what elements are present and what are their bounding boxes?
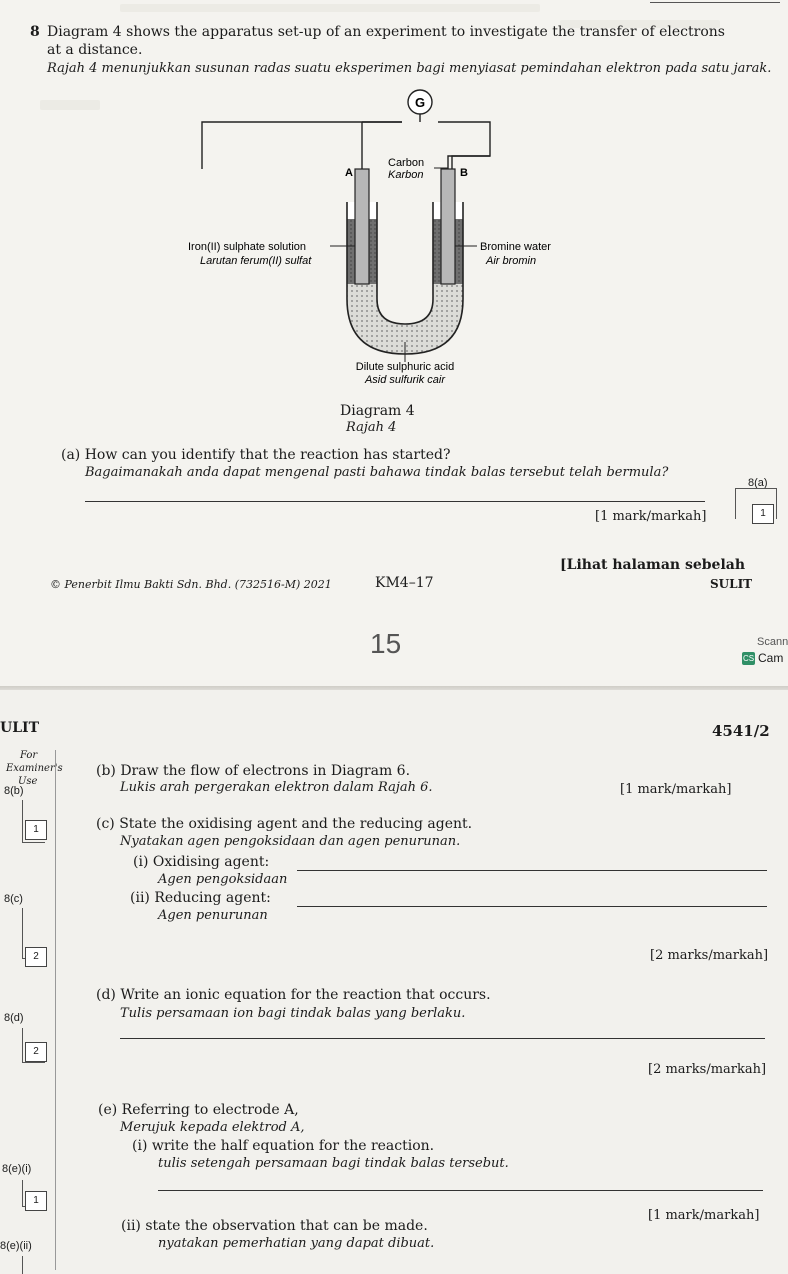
examiner-label-2: Examiner's: [6, 763, 63, 774]
iron-sulphate-label-ms: Larutan ferum(II) sulfat: [200, 255, 312, 267]
answer-line-e-i[interactable]: [158, 1190, 763, 1191]
intro-malay: Rajah 4 menunjukkan susunan radas suatu eksperimen bagi menyiasat pemindahan elektron pada satu jarak.: [47, 61, 772, 76]
mark-a: [1 mark/markah]: [595, 509, 707, 524]
mark-c: [2 marks/markah]: [650, 948, 769, 963]
question-c-ii-english: (ii) Reducing agent:: [130, 890, 271, 906]
question-b-english: (b) Draw the flow of electrons in Diagram 6.: [96, 763, 411, 779]
question-e-i-label: 8(e)(i): [2, 1163, 32, 1175]
mark-box-c: 2: [25, 947, 47, 967]
next-page-note: [Lihat halaman sebelah: [560, 557, 746, 573]
header-paper-code: 4541/2: [712, 722, 770, 740]
apparatus-diagram: [150, 84, 610, 424]
question-b-malay: Lukis arah pergerakan elektron dalam Rajah 6.: [120, 780, 433, 795]
question-e-ii-english: (ii) state the observation that can be made.: [121, 1218, 428, 1234]
carbon-label-en: Carbon: [388, 157, 425, 169]
u-tube-inner: [377, 202, 433, 324]
header-sulit: ULIT: [0, 720, 40, 736]
carbon-label-ms: Karbon: [388, 169, 424, 181]
question-b-label: 8(b): [4, 785, 24, 797]
question-e-ii-label: 8(e)(ii): [0, 1240, 32, 1252]
mark-box-e-i: 1: [25, 1191, 47, 1211]
question-c-ii-malay: Agen penurunan: [158, 908, 268, 923]
question-e-ii-malay: nyatakan pemerhatian yang dapat dibuat.: [158, 1236, 435, 1251]
question-e-english: (e) Referring to electrode A,: [98, 1102, 299, 1118]
diagram-caption-ms: Rajah 4: [346, 420, 397, 435]
mark-box-b: 1: [25, 820, 47, 840]
wire-right: [438, 122, 490, 169]
bromine-label-en: Bromine water: [480, 241, 551, 253]
question-c-i-malay: Agen pengoksidaan: [158, 872, 288, 887]
question-e-i-english: (i) write the half equation for the reaction.: [132, 1138, 435, 1154]
scanner-watermark: Scann: [757, 636, 788, 648]
acid-label-ms: Asid sulfurik cair: [364, 374, 446, 386]
top-rule: [650, 2, 780, 3]
mark-d: [2 marks/markah]: [648, 1062, 767, 1077]
intro-english-line-2: at a distance.: [47, 42, 143, 58]
copyright: © Penerbit Ilmu Bakti Sdn. Bhd. (732516-M) 2021: [50, 578, 332, 591]
question-d-malay: Tulis persamaan ion bagi tindak balas yang berlaku.: [120, 1006, 466, 1021]
mark-box-d: 2: [25, 1042, 47, 1062]
question-c-english: (c) State the oxidising agent and the reducing agent.: [96, 816, 473, 832]
examiner-label-1: For: [20, 750, 38, 761]
iron-sulphate-label-en: Iron(II) sulphate solution: [188, 241, 307, 253]
mark-b: [1 mark/markah]: [620, 782, 732, 797]
electrode-b-label: B: [460, 167, 468, 179]
page-number: 15: [370, 628, 402, 659]
question-e-malay: Merujuk kepada elektrod A,: [120, 1120, 305, 1135]
mark-e-i: [1 mark/markah]: [648, 1208, 760, 1223]
answer-line-d[interactable]: [120, 1038, 765, 1039]
question-c-label: 8(c): [4, 893, 23, 905]
electrode-a-label: A: [345, 167, 353, 179]
sulit-label: SULIT: [710, 577, 753, 591]
mark-box-a: 1: [752, 504, 774, 524]
bleed-through: [120, 4, 540, 12]
exam-page-16: [0, 690, 788, 1274]
scanner-app-name: Cam: [758, 651, 784, 665]
diagram-caption-en: Diagram 4: [340, 403, 415, 419]
examiner-label-3: Use: [18, 776, 38, 787]
question-number: 8: [30, 24, 40, 40]
galvanometer-label: G: [414, 95, 426, 110]
question-a-malay: Bagaimanakah anda dapat mengenal pasti bahawa tindak balas tersebut telah bermula?: [85, 465, 669, 480]
carbon-electrode-a: [355, 169, 369, 284]
answer-line-oxidising[interactable]: [297, 870, 767, 871]
question-d-english: (d) Write an ionic equation for the reaction that occurs.: [96, 987, 491, 1003]
carbon-electrode-b: [441, 169, 455, 284]
intro-english-line-1: Diagram 4 shows the apparatus set-up of an experiment to investigate the transfer of electrons: [47, 24, 725, 40]
question-a-english: (a) How can you identify that the reaction has started?: [61, 447, 451, 463]
wire-left: [202, 122, 402, 169]
bromine-label-ms: Air bromin: [486, 255, 537, 267]
scanner-logo-icon: CS: [742, 654, 755, 663]
acid-label-en: Dilute sulphuric acid: [355, 361, 455, 373]
question-d-label: 8(d): [4, 1012, 24, 1024]
bleed-through: [40, 100, 100, 110]
answer-line-reducing[interactable]: [297, 906, 767, 907]
paper-code: KM4–17: [375, 575, 434, 591]
question-c-i-english: (i) Oxidising agent:: [133, 854, 270, 870]
answer-line-a[interactable]: [85, 501, 705, 502]
question-c-malay: Nyatakan agen pengoksidaan dan agen penurunan.: [120, 834, 461, 849]
mark-box-frame: [22, 1256, 45, 1274]
examiner-margin-rule: [55, 750, 56, 1270]
question-a-label: 8(a): [748, 477, 768, 489]
wire-b: [448, 156, 490, 169]
question-e-i-malay: tulis setengah persamaan bagi tindak balas tersebut.: [158, 1156, 509, 1171]
